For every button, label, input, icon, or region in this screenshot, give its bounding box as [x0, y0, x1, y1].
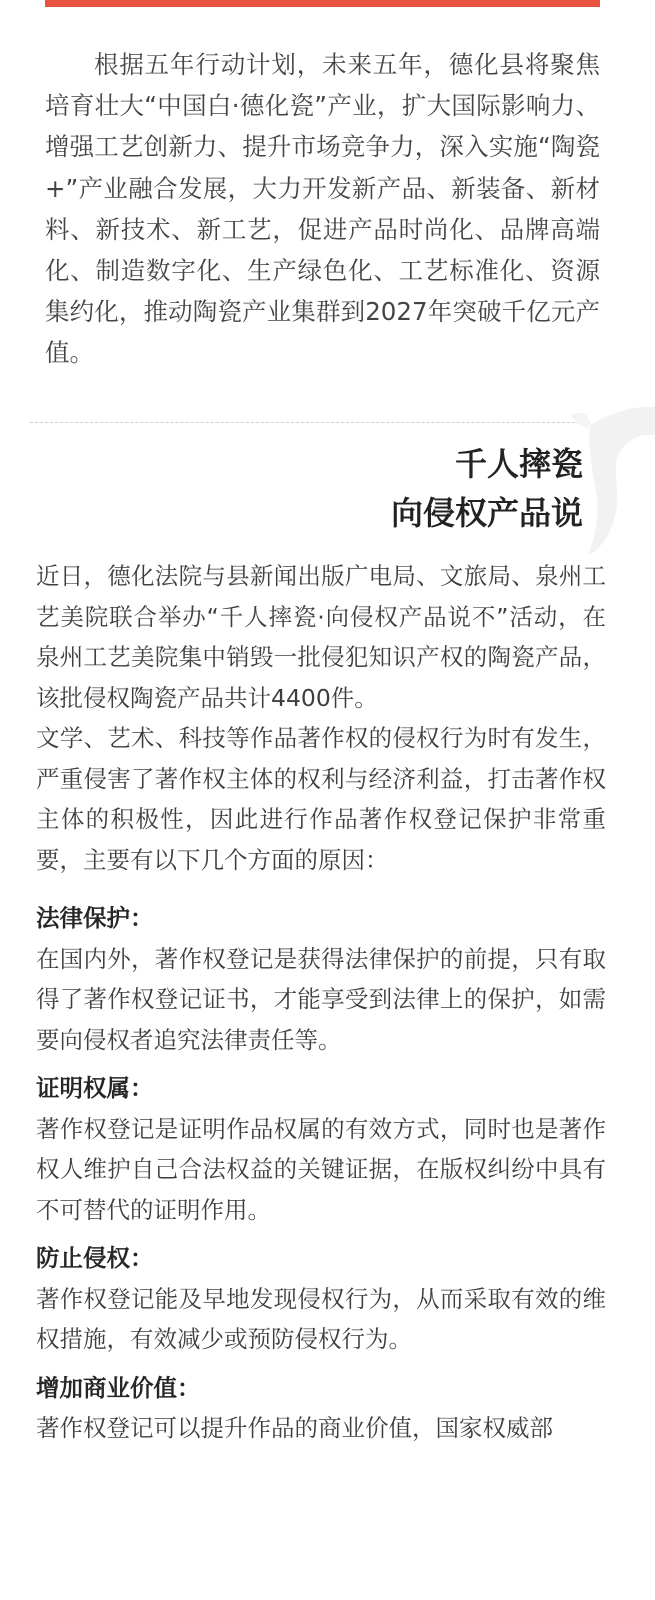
section-paragraph-1: 近日，德化法院与县新闻出版广电局、文旅局、泉州工艺美院联合举办“千人摔瓷·向侵权产品说不”活动，在泉州工艺美院集中销毁一批侵犯知识产权的陶瓷产品，该批侵权陶瓷产品共计4400件。: [36, 562, 606, 712]
article-content: [36, 556, 606, 1449]
section-title-line1: 千人摔瓷: [454, 445, 583, 483]
section-title: [391, 440, 583, 538]
section-paragraph-2: 文学、艺术、科技等作品著作权的侵权行为时有发生，严重侵害了著作权主体的权利与经济利益，打击著作权主体的积极性，因此进行作品著作权登记保护非常重要，主要有以下几个方面的原因：: [36, 724, 606, 874]
section-divider: [30, 422, 590, 423]
reason-heading-commercial: 增加商业价值：: [36, 1373, 201, 1402]
top-accent-bar: [45, 0, 600, 7]
reason-text-prevention: 著作权登记能及早地发现侵权行为，从而采取有效的维权措施，有效减少或预防侵权行为。: [36, 1284, 606, 1353]
intro-paragraph: 根据五年行动计划，未来五年，德化县将聚焦培育壮大“中国白·德化瓷”产业，扩大国际影响力、增强工艺创新力、提升市场竞争力，深入实施“陶瓷+”产业融合发展，大力开发新产品、新装备、新材料、新技术、新工艺，促进产品时尚化、品牌高端化、制造数字化、生产绿色化、工艺标准化、资源集约化，推动陶瓷产业集群到2027年突破千亿元产值。: [45, 50, 600, 368]
reason-text-legal: 在国内外，著作权登记是获得法律保护的前提，只有取得了著作权登记证书，才能享受到法律上的保护，如需要向侵权者追究法律责任等。: [36, 944, 606, 1054]
reason-text-commercial: 著作权登记可以提升作品的商业价值，国家权威部: [36, 1414, 553, 1442]
reason-heading-prevention: 防止侵权：: [36, 1244, 154, 1272]
reason-heading-legal: 法律保护：: [36, 904, 154, 932]
reason-heading-ownership: 证明权属：: [36, 1074, 154, 1102]
section-title-line2: 向侵权产品说: [390, 494, 583, 532]
reason-text-ownership: 著作权登记是证明作品权属的有效方式，同时也是著作权人维护自己合法权益的关键证据，在版权纠纷中具有不可替代的证明作用。: [36, 1114, 606, 1224]
